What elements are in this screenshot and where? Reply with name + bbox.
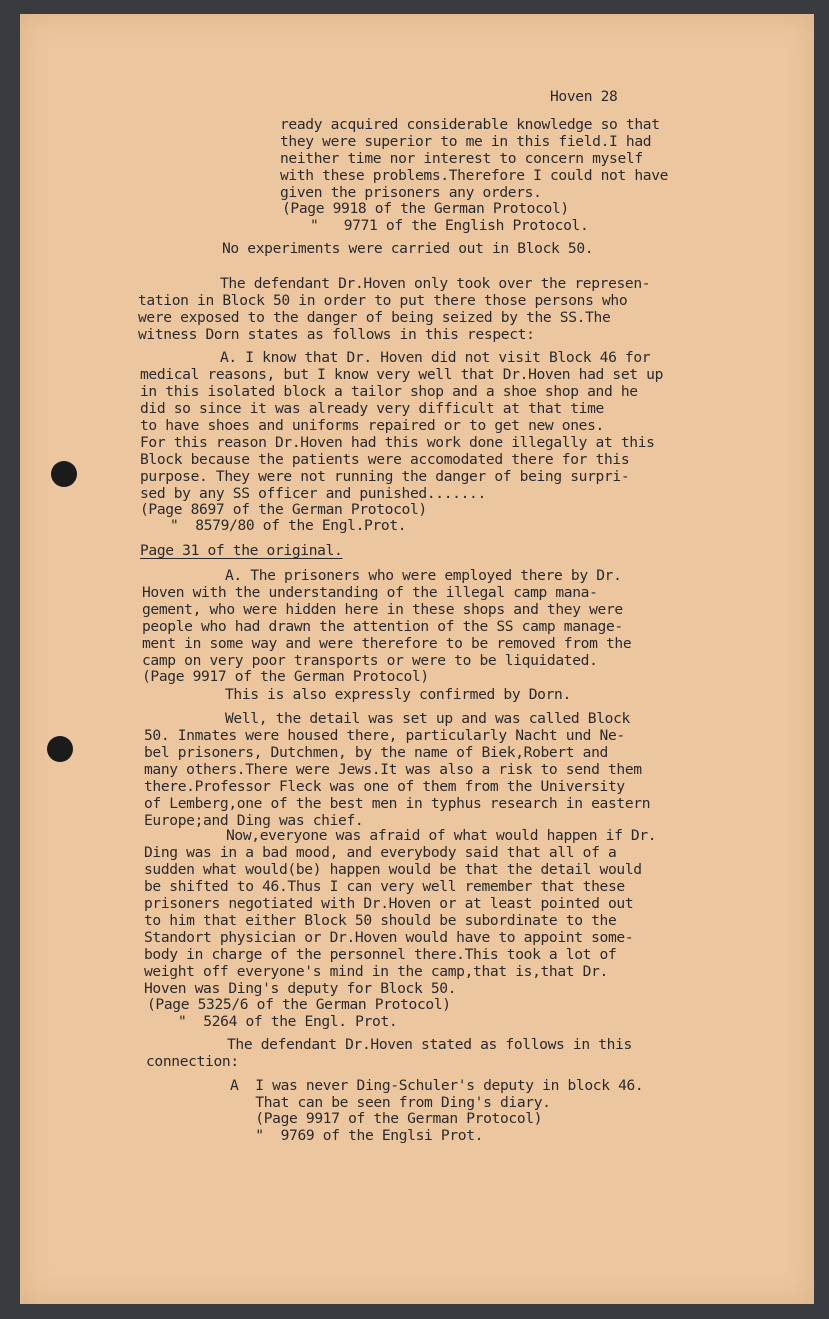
text-line: prisoners negotiated with Dr.Hoven or at least pointed out <box>144 895 634 912</box>
text-line: medical reasons, but I know very well that Dr.Hoven had set up <box>140 366 664 383</box>
text-line: (Page 9917 of the German Protocol) <box>142 668 429 685</box>
text-line: connection: <box>146 1053 239 1070</box>
text-line: Block because the patients were accomodated there for this <box>140 451 630 468</box>
text-line: tation in Block 50 in order to put there those persons who <box>138 292 628 309</box>
text-line: neither time nor interest to concern myself <box>280 150 643 167</box>
paragraph-no-experiments: No experiments were carried out in Block 50. <box>222 240 594 257</box>
text-line: ment in some way and were therefore to be removed from the <box>142 635 632 652</box>
text-line: bel prisoners, Dutchmen, by the name of Biek,Robert and <box>144 744 608 761</box>
text-line: did so since it was already very difficult at that time <box>140 400 604 417</box>
text-line: Now,everyone was afraid of what would happen if Dr. <box>226 827 657 844</box>
text-line: be shifted to 46.Thus I can very well remember that these <box>144 878 625 895</box>
text-line: (Page 8697 of the German Protocol) <box>140 501 427 518</box>
text-line: A I was never Ding-Schuler's deputy in block 46. <box>230 1077 644 1094</box>
text-line: The defendant Dr.Hoven only took over the represen- <box>220 275 651 292</box>
text-line: (Page 5325/6 of the German Protocol) <box>147 996 451 1013</box>
text-line: Europe;and Ding was chief. <box>144 812 364 829</box>
text-line: A. The prisoners who were employed there by Dr. <box>225 567 622 584</box>
text-line: sudden what would(be) happen would be that the detail would <box>144 861 642 878</box>
text-line: there.Professor Fleck was one of them from the University <box>144 778 625 795</box>
text-line: witness Dorn states as follows in this respect: <box>138 326 535 343</box>
text-line: camp on very poor transports or were to be liquidated. <box>142 652 598 669</box>
text-line: For this reason Dr.Hoven had this work done illegally at this <box>140 434 655 451</box>
text-line: Hoven with the understanding of the illegal camp mana- <box>142 584 598 601</box>
paragraph-confirmed: This is also expressly confirmed by Dorn. <box>225 686 571 703</box>
document-page <box>20 14 814 1304</box>
text-line: Well, the detail was set up and was called Block <box>225 710 630 727</box>
text-line: of Lemberg,one of the best men in typhus research in eastern <box>144 795 651 812</box>
text-line: they were superior to me in this field.I had <box>280 133 652 150</box>
text-line: in this isolated block a tailor shop and a shoe shop and he <box>140 383 638 400</box>
text-line: Standort physician or Dr.Hoven would have to appoint some- <box>144 929 634 946</box>
text-line: (Page 9918 of the German Protocol) <box>282 200 569 217</box>
text-line: " 9771 of the English Protocol. <box>310 217 589 234</box>
text-line: purpose. They were not running the danger of being surpri- <box>140 468 630 485</box>
text-line: " 5264 of the Engl. Prot. <box>178 1013 398 1030</box>
text-line: gement, who were hidden here in these shops and they were <box>142 601 623 618</box>
text-line: many others.There were Jews.It was also a risk to send them <box>144 761 642 778</box>
text-line: weight off everyone's mind in the camp,that is,that Dr. <box>144 963 608 980</box>
punch-hole-lower <box>47 736 73 762</box>
text-line: " 8579/80 of the Engl.Prot. <box>170 517 407 534</box>
text-line: A. I know that Dr. Hoven did not visit Block 46 for <box>220 349 651 366</box>
text-line: were exposed to the danger of being seized by the SS.The <box>138 309 611 326</box>
text-line: Ding was in a bad mood, and everybody said that all of a <box>144 844 617 861</box>
section-heading: Page 31 of the original. <box>140 542 343 559</box>
text-line: That can be seen from Ding's diary. <box>230 1094 551 1111</box>
text-line: " 9769 of the Englsi Prot. <box>230 1127 484 1144</box>
text-line: ready acquired considerable knowledge so that <box>280 116 660 133</box>
text-line: body in charge of the personnel there.This took a lot of <box>144 946 617 963</box>
text-line: people who had drawn the attention of the SS camp manage- <box>142 618 623 635</box>
text-line: sed by any SS officer and punished....... <box>140 485 486 502</box>
punch-hole-upper <box>51 461 77 487</box>
text-line: The defendant Dr.Hoven stated as follows in this <box>227 1036 632 1053</box>
text-line: Hoven was Ding's deputy for Block 50. <box>144 980 457 997</box>
text-line: (Page 9917 of the German Protocol) <box>230 1110 543 1127</box>
text-line: with these problems.Therefore I could not have <box>280 167 669 184</box>
text-line: to him that either Block 50 should be subordinate to the <box>144 912 617 929</box>
text-line: given the prisoners any orders. <box>280 184 542 201</box>
page-header: Hoven 28 <box>550 88 618 105</box>
text-line: 50. Inmates were housed there, particularly Nacht und Ne- <box>144 727 625 744</box>
text-line: to have shoes and uniforms repaired or to get new ones. <box>140 417 604 434</box>
